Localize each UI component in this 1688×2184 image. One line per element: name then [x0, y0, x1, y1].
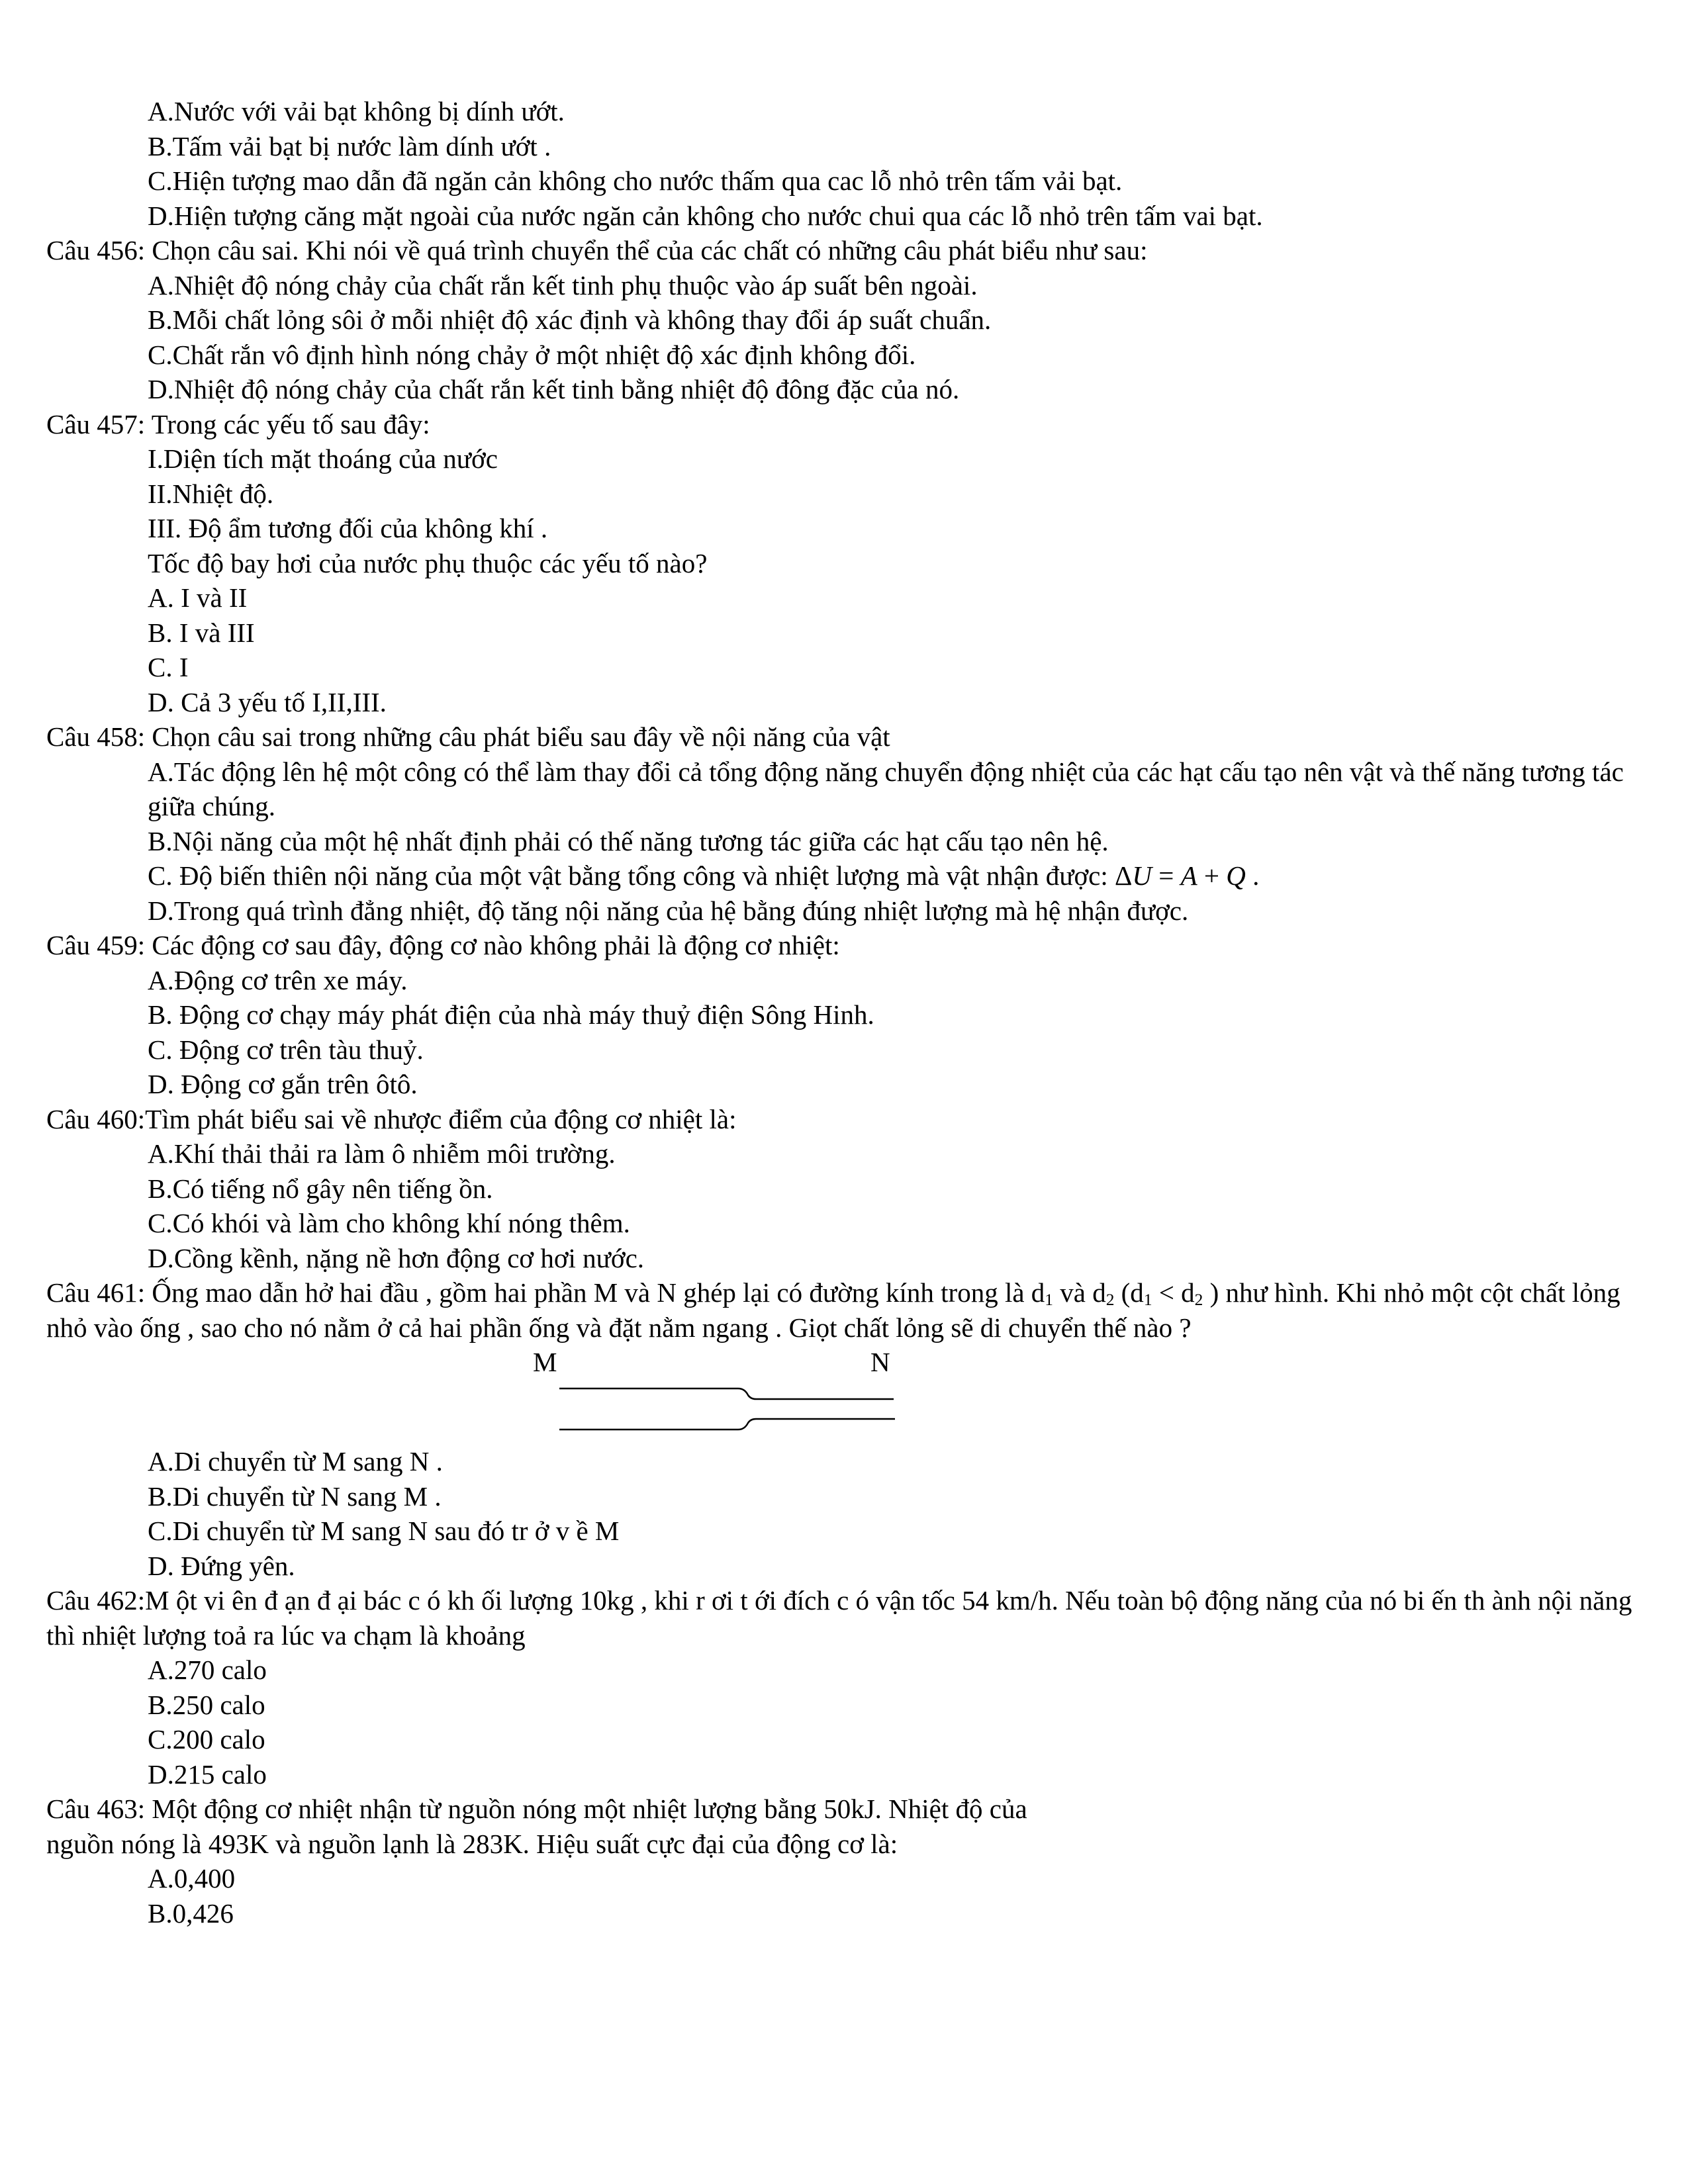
stem-text: và d [1053, 1277, 1106, 1308]
question-stem: Câu 462:M ột vi ên đ ạn đ ại bác c ó kh ối lượng 10kg , khi r ơi t ới đích c ó vận tốc 54 km/h. Nếu toàn bộ động năng của nó bi ến th ành nội năng thì nhiệt lượng toả ra lúc va chạm là khoảng [46, 1585, 1632, 1651]
formula-u: U [1132, 860, 1152, 891]
option-c [46, 858, 1648, 893]
option-a: A.Tác động lên hệ một công có thể làm thay đổi cả tổng động năng chuyển động nhiệt của các hạt cấu tạo nên vật và thế năng tương tác giữa chúng. [148, 756, 1624, 821]
page-body [46, 94, 1648, 1931]
formula-end: . [1245, 860, 1260, 891]
formula [1115, 860, 1246, 891]
option-a: A.Động cơ trên xe máy. [148, 964, 408, 995]
option-c: C.Có khói và làm cho không khí nóng thêm. [148, 1208, 630, 1238]
stem-text: Câu 461: Ống mao dẫn hở hai đầu , gồm hai phần M và N ghép lại có đường kính trong là d [46, 1277, 1045, 1308]
factor-item: III. Độ ẩm tương đối của không khí . [148, 513, 548, 543]
question-455-tail [46, 94, 1648, 233]
subscript: 2 [1194, 1291, 1203, 1310]
formula-delta: Δ [1115, 860, 1133, 891]
question-stem-line-1: Câu 463: Một động cơ nhiệt nhận từ nguồn nóng một nhiệt lượng bằng 50kJ. Nhiệt độ của [46, 1794, 1027, 1824]
formula-a: A [1180, 860, 1197, 891]
option-c: C. Động cơ trên tàu thuỷ. [148, 1034, 424, 1065]
option-b: B.0,426 [148, 1897, 234, 1929]
option-a: A.Di chuyển từ M sang N . [148, 1446, 443, 1477]
option-d: D.Nhiệt độ nóng chảy của chất rắn kết tinh bằng nhiệt độ đông đặc của nó. [148, 374, 960, 404]
option-d: D.215 calo [148, 1758, 267, 1790]
question-stem: Câu 457: Trong các yếu tố sau đây: [46, 408, 430, 439]
question-462 [46, 1583, 1648, 1792]
option-a: A. I và II [148, 582, 248, 613]
formula-plus: + [1197, 860, 1227, 891]
subscript: 1 [1143, 1291, 1152, 1310]
capillary-tube-diagram [46, 1345, 1648, 1444]
label-m: M [533, 1347, 557, 1377]
option-c: C. I [148, 652, 189, 682]
tube-drawing [46, 1345, 973, 1444]
question-prompt: Tốc độ bay hơi của nước phụ thuộc các yếu tố nào? [148, 547, 708, 578]
option-b: B.Nội năng của một hệ nhất định phải có thế năng tương tác giữa các hạt cấu tạo nên hệ. [148, 825, 1109, 856]
stem-text: (d [1114, 1277, 1144, 1308]
stem-text: < d [1152, 1277, 1195, 1308]
question-stem-line-2: nguồn nóng là 493K và nguồn lạnh là 283K. Hiệu suất cực đại của động cơ là: [46, 1828, 898, 1859]
question-stem: Câu 459: Các động cơ sau đây, động cơ nào không phải là động cơ nhiệt: [46, 930, 840, 960]
option-b: B.Mỗi chất lỏng sôi ở mỗi nhiệt độ xác định và không thay đổi áp suất chuẩn. [148, 304, 992, 335]
option-d: D.Cồng kềnh, nặng nề hơn động cơ hơi nước. [148, 1242, 645, 1273]
option-d: D. Cả 3 yếu tố I,II,III. [148, 686, 387, 717]
option-c: C.200 calo [148, 1724, 265, 1754]
question-459 [46, 928, 1648, 1102]
tube-lower-wall [559, 1419, 895, 1430]
question-458 [46, 719, 1648, 928]
option-b: B.Di chuyển từ N sang M . [148, 1480, 442, 1512]
stem-text: ) như hình. Khi nhỏ một cột chất lỏng nhỏ vào ống , sao cho nó nằm ở cả hai phần ống và đặt nằm ngang . Giọt chất lỏng sẽ di chuyển thế nào ? [46, 1277, 1620, 1343]
question-stem: Câu 456: Chọn câu sai. Khi nói về quá trình chuyển thể của các chất có những câu phát biểu như sau: [46, 235, 1148, 265]
question-stem: Câu 460:Tìm phát biểu sai về nhược điểm của động cơ nhiệt là: [46, 1103, 737, 1134]
question-stem: Câu 458: Chọn câu sai trong những câu phát biểu sau đây về nội năng của vật [46, 721, 890, 752]
option-a: A.Nước với vải bạt không bị dính ướt. [148, 96, 565, 126]
question-463 [46, 1792, 1648, 1931]
option-d: D. Động cơ gắn trên ôtô. [148, 1069, 418, 1099]
question-461 [46, 1275, 1648, 1583]
question-stem [46, 1275, 1648, 1345]
option-d: D.Hiện tượng căng mặt ngoài của nước ngăn cản không cho nước chui qua các lỗ nhỏ trên tấm vai bạt. [148, 200, 1263, 231]
option-b: B. Động cơ chạy máy phát điện của nhà máy thuỷ điện Sông Hinh. [148, 999, 874, 1030]
option-d: D.Trong quá trình đẳng nhiệt, độ tăng nội năng của hệ bằng đúng nhiệt lượng mà hệ nhận được. [148, 895, 1189, 926]
option-b: B. I và III [148, 617, 255, 648]
option-a: A.270 calo [148, 1655, 267, 1685]
option-b: B.250 calo [148, 1689, 265, 1720]
factor-item: I.Diện tích mặt thoáng của nước [148, 443, 498, 474]
label-n: N [870, 1347, 890, 1377]
option-c: C.Chất rắn vô định hình nóng chảy ở một nhiệt độ xác định không đổi. [148, 339, 916, 370]
subscript: 1 [1045, 1291, 1053, 1310]
question-457 [46, 407, 1648, 720]
question-460 [46, 1102, 1648, 1276]
option-a: A.0,400 [148, 1863, 236, 1893]
question-456 [46, 233, 1648, 407]
option-b: B.Tấm vải bạt bị nước làm dính ướt . [148, 130, 551, 161]
option-b: B.Có tiếng nổ gây nên tiếng ồn. [148, 1173, 493, 1204]
option-c-text: C. Độ biến thiên nội năng của một vật bằng tổng công và nhiệt lượng mà vật nhận được: [148, 860, 1108, 891]
option-c: C.Di chuyển từ M sang N sau đó tr ở v ề M [148, 1516, 620, 1546]
subscript: 2 [1105, 1291, 1115, 1310]
option-a: A.Nhiệt độ nóng chảy của chất rắn kết tinh phụ thuộc vào áp suất bên ngoài. [148, 269, 978, 300]
formula-equals: = [1152, 860, 1181, 891]
option-c: C.Hiện tượng mao dẫn đã ngăn cản không cho nước thấm qua cac lỗ nhỏ trên tấm vải bạt. [148, 165, 1123, 196]
formula-q: Q [1226, 860, 1246, 891]
option-a: A.Khí thải thải ra làm ô nhiễm môi trường. [148, 1138, 616, 1169]
tube-upper-wall [559, 1388, 894, 1399]
factor-item: II.Nhiệt độ. [148, 478, 274, 509]
option-d: D. Đứng yên. [148, 1550, 295, 1581]
